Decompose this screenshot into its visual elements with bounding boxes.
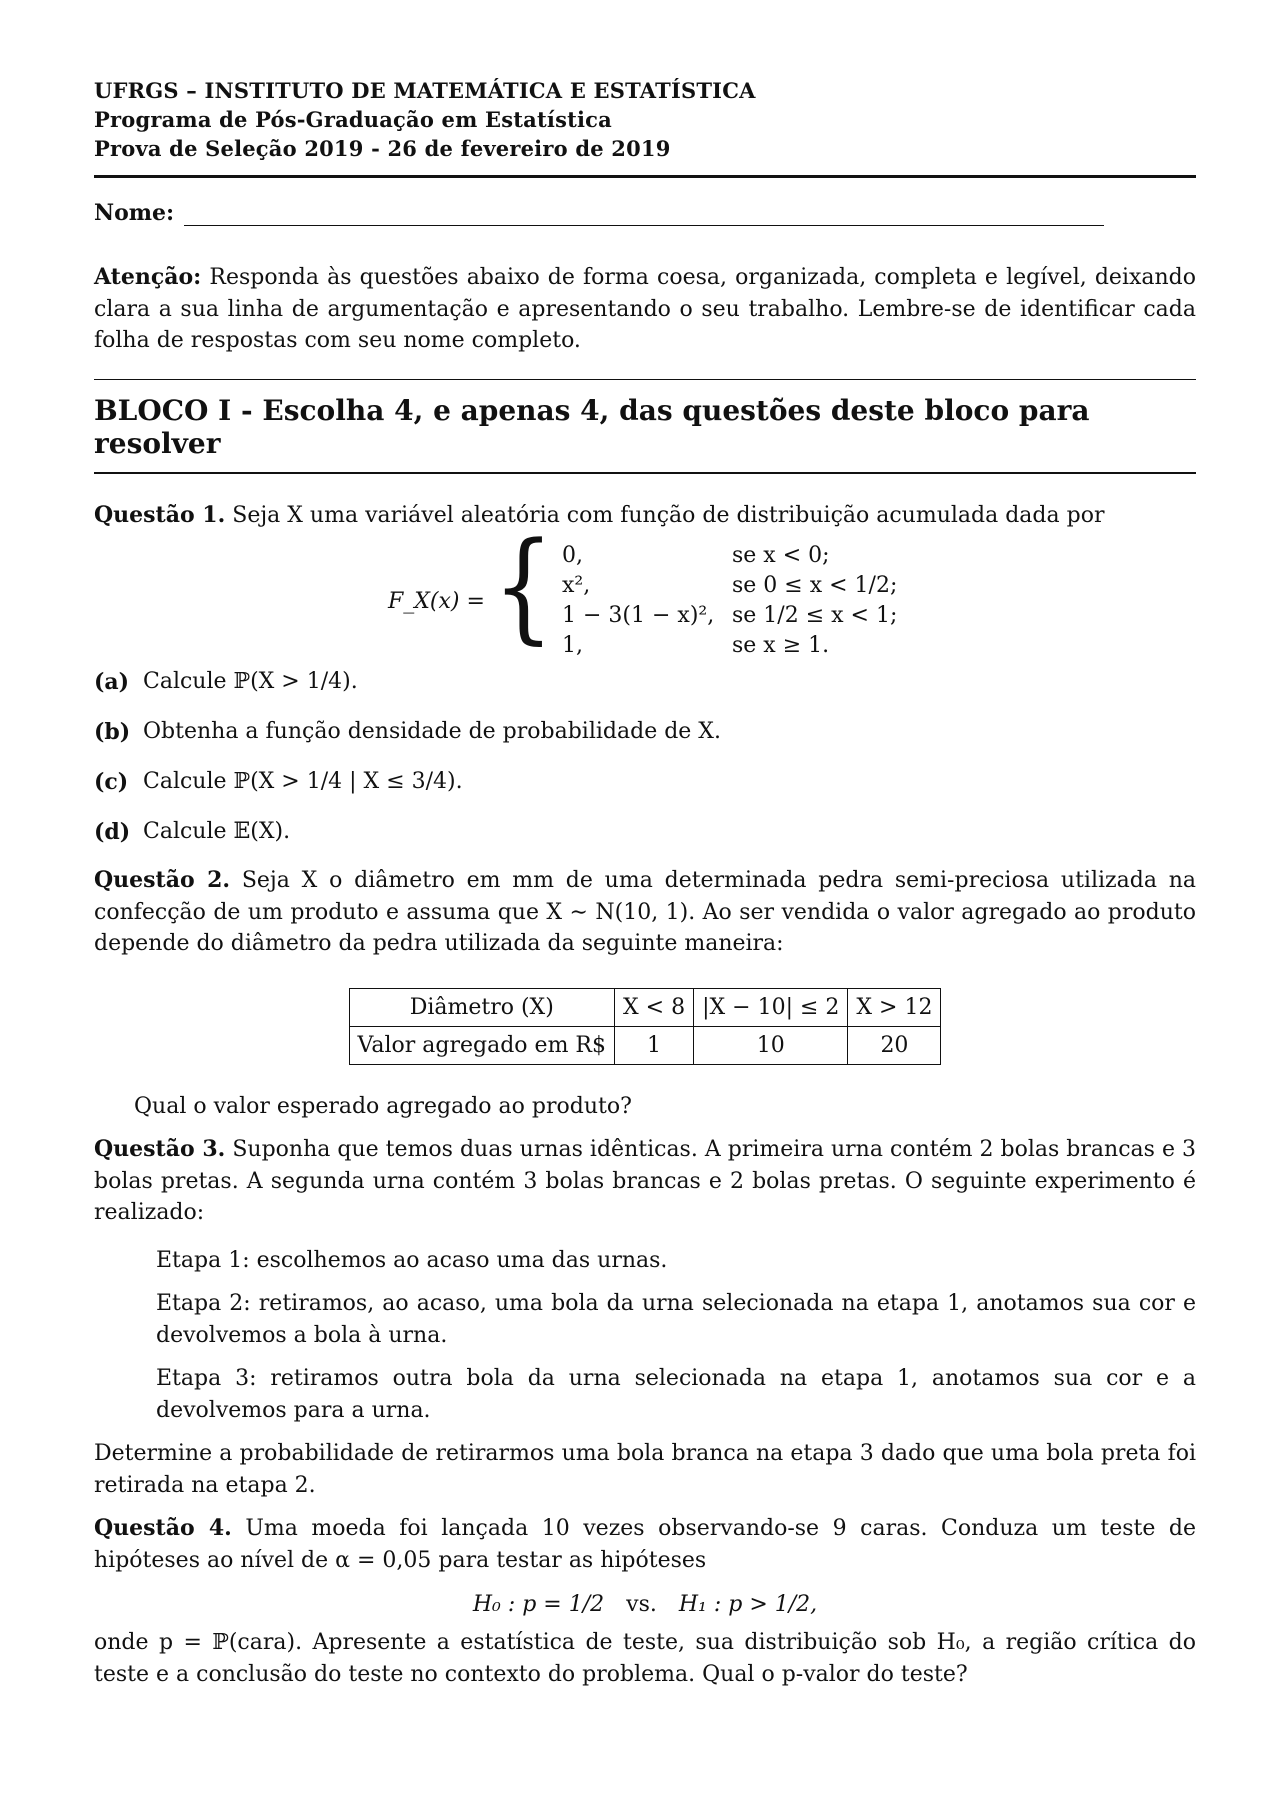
cdf-lhs: F_X(x) = [387,588,485,614]
exam-date-header: Prova de Seleção 2019 - 26 de fevereiro de 2019 [94,136,671,161]
name-blank-line[interactable] [184,203,1104,226]
question-2-text: Seja X o diâmetro em mm de uma determinada pedra semi-preciosa utilizada na confecção de um produto e assuma que X ∼ N(10, 1). Ao ser vendida o valor agregado ao produto depende do diâmetro da pedra utilizada da seguinte maneira: [94,868,1196,956]
question-1-items [94,667,1196,847]
table-cell: Diâmetro (X) [349,988,614,1026]
experiment-steps [156,1245,1196,1427]
question-1 [94,500,1196,532]
question-1-text: Seja X uma variável aleatória com função de distribuição acumulada dada por [225,502,1105,528]
item-text: Obtenha a função densidade de probabilidade de X. [143,719,721,744]
attention-text: Responda às questões abaixo de forma coesa, organizada, completa e legível, deixando clara a sua linha de argumentação e apresentando o seu trabalho. Lembre-se de identificar cada folha de respostas com seu nome completo. [94,265,1196,353]
table-cell: 1 [614,1026,693,1064]
case-condition: se 0 ≤ x < 1/2; [732,573,898,598]
question-3-text: Suponha que temos duas urnas idênticas. A primeira urna contém 2 bolas brancas e 3 bolas pretas. A segunda urna contém 3 bolas brancas e 2 bolas pretas. O seguinte experimento é realizado: [94,1137,1196,1225]
exam-page [94,76,1196,1690]
null-hypothesis: H₀ : p = 1/2 [472,1592,605,1617]
case-value: 1 − 3(1 − x)², [562,603,715,628]
attention-paragraph [94,262,1196,357]
question-2-label: Questão 2. [94,867,231,893]
step-3: Etapa 3: retiramos outra bola da urna selecionada na etapa 1, anotamos sua cor e a devolvemos para a urna. [156,1366,1196,1423]
question-4-conclusion: onde p = ℙ(cara). Apresente a estatística de teste, sua distribuição sob H₀, a região crítica do teste e a conclusão do teste no contexto do problema. Qual o p-valor do teste? [94,1630,1196,1687]
table-row [349,988,941,1026]
case-condition: se x ≥ 1. [732,633,830,658]
program-header: Programa de Pós-Graduação em Estatística [94,107,612,132]
bloco-bottom-rule [94,472,1196,474]
case-condition: se x < 0; [732,543,830,568]
table-cell: X > 12 [848,988,941,1026]
table-cell: X < 8 [614,988,693,1026]
item-b [94,717,1196,747]
item-label: (a) [94,669,130,695]
table-row [349,1026,941,1064]
cdf-definition [94,516,1196,661]
alternative-hypothesis: H₁ : p > 1/2, [678,1592,818,1617]
question-2-prompt: Qual o valor esperado agregado ao produto? [134,1093,632,1119]
case-condition: se 1/2 ≤ x < 1; [732,603,898,628]
question-4-text: Uma moeda foi lançada 10 vezes observando-se 9 caras. Conduza um teste de hipóteses ao nível de α = 0,05 para testar as hipóteses [94,1516,1196,1573]
case-value: 0, [562,543,583,568]
question-3 [94,1134,1196,1229]
step-1: Etapa 1: escolhemos ao acaso uma das urnas. [156,1247,668,1273]
header-rule [94,175,1196,178]
bloco-title: BLOCO I - Escolha 4, e apenas 4, das questões deste bloco para resolver [94,394,1090,460]
value-table [349,988,942,1065]
step-2: Etapa 2: retiramos, ao acaso, uma bola da urna selecionada na etapa 1, anotamos sua cor e devolvemos a bola à urna. [156,1291,1196,1348]
table-cell: 20 [848,1026,941,1064]
item-text: Calcule ℙ(X > 1/4). [143,669,358,694]
item-text: Calcule ℙ(X > 1/4 | X ≤ 3/4). [143,769,463,794]
table-cell: Valor agregado em R$ [349,1026,614,1064]
item-a [94,667,1196,697]
question-4 [94,1513,1196,1576]
versus-label: vs. [626,1592,657,1617]
item-d [94,817,1196,847]
cdf-cases [562,541,902,661]
hypotheses [94,1592,1196,1617]
question-3-label: Questão 3. [94,1136,226,1162]
name-field-row [94,200,1196,226]
table-cell: 10 [694,1026,848,1064]
question-2 [94,865,1196,960]
question-4-label: Questão 4. [94,1515,232,1541]
table-cell: |X − 10| ≤ 2 [694,988,848,1026]
case-value: 1, [562,633,583,658]
attention-label: Atenção: [94,264,202,290]
question-1-label: Questão 1. [94,501,226,528]
item-text: Calcule 𝔼(X). [143,819,291,844]
item-label: (d) [94,819,131,845]
left-brace-icon: { [492,516,554,656]
case-value: x², [562,573,591,598]
question-3-conclusion: Determine a probabilidade de retirarmos uma bola branca na etapa 3 dado que uma bola preta foi retirada na etapa 2. [94,1441,1196,1498]
item-label: (c) [94,769,129,795]
item-c [94,767,1196,797]
institution-header: UFRGS – INSTITUTO DE MATEMÁTICA E ESTATÍSTICA [94,78,756,103]
item-label: (b) [94,719,131,745]
name-label: Nome: [94,200,175,226]
